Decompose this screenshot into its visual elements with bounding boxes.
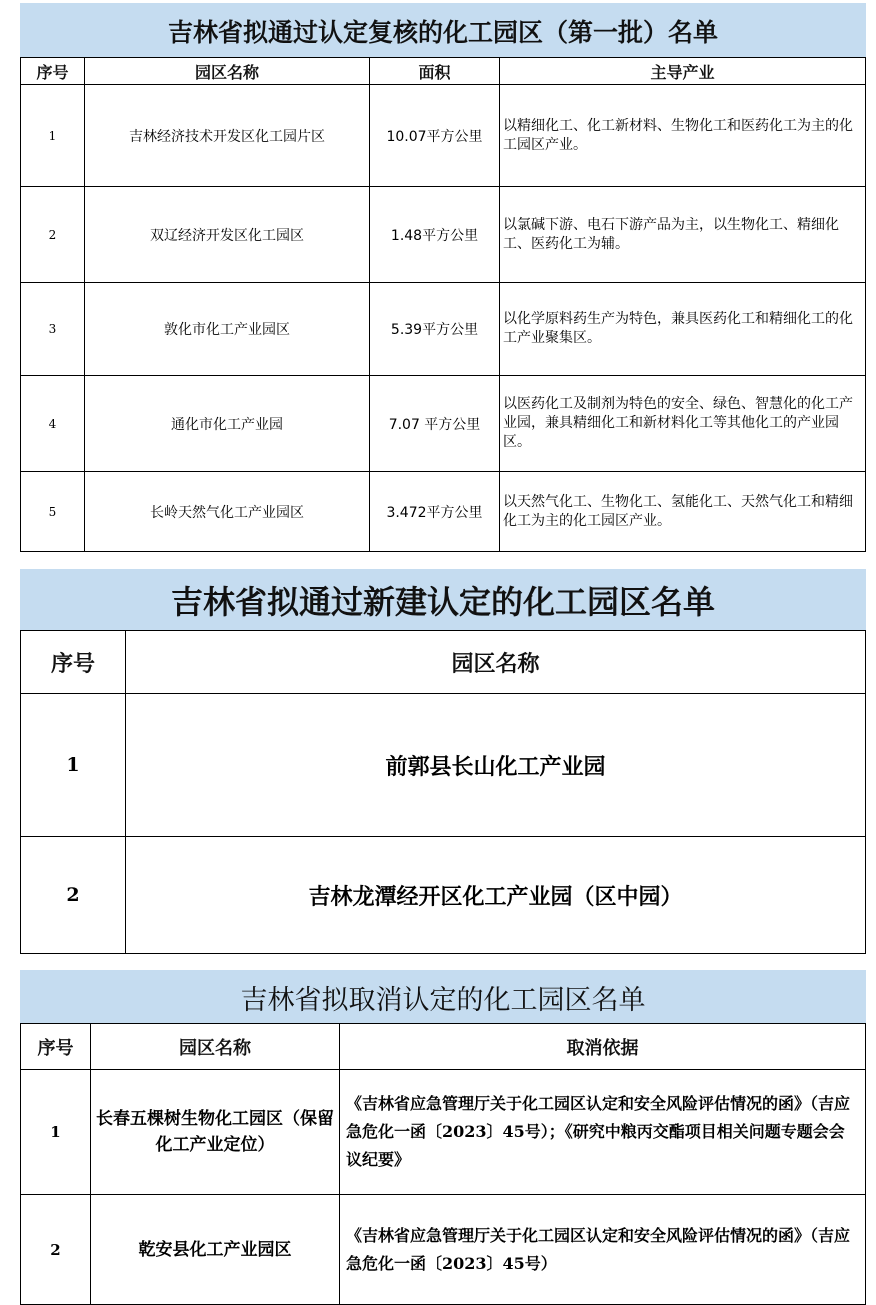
park-name: 通化市化工产业园: [85, 376, 370, 472]
table-row: [21, 694, 866, 837]
row-index: 5: [21, 472, 85, 552]
park-name: 乾安县化工产业园区: [91, 1195, 340, 1305]
row-index: 3: [21, 283, 85, 376]
header-park-name: 园区名称: [85, 58, 370, 85]
header-index: 序号: [21, 1024, 91, 1070]
park-name: 长春五棵树生物化工园区（保留化工产业定位）: [91, 1070, 340, 1195]
header-index: 序号: [21, 58, 85, 85]
park-area: 5.39平方公里: [370, 283, 500, 376]
table-row: [21, 283, 866, 376]
row-index: 4: [21, 376, 85, 472]
new-list-title: 吉林省拟通过新建认定的化工园区名单: [21, 570, 866, 631]
row-index: 2: [21, 837, 126, 954]
park-name: 敦化市化工产业园区: [85, 283, 370, 376]
park-area: 1.48平方公里: [370, 187, 500, 283]
table-row: [21, 1070, 866, 1195]
review-list-title: 吉林省拟通过认定复核的化工园区（第一批）名单: [21, 4, 866, 58]
review-list-table: [20, 3, 866, 552]
table-row: [21, 376, 866, 472]
cancel-list-title: 吉林省拟取消认定的化工园区名单: [21, 971, 866, 1024]
row-index: 1: [21, 1070, 91, 1195]
park-area: 3.472平方公里: [370, 472, 500, 552]
header-cancel-basis: 取消依据: [340, 1024, 866, 1070]
table-row: [21, 85, 866, 187]
header-area: 面积: [370, 58, 500, 85]
park-area: 10.07平方公里: [370, 85, 500, 187]
park-area: 7.07 平方公里: [370, 376, 500, 472]
new-list-table: [20, 569, 866, 954]
row-index: 2: [21, 1195, 91, 1305]
row-index: 2: [21, 187, 85, 283]
park-industry: 以精细化工、化工新材料、生物化工和医药化工为主的化工园区产业。: [500, 85, 866, 187]
table-row: [21, 1195, 866, 1305]
park-name: 长岭天然气化工产业园区: [85, 472, 370, 552]
park-industry: 以医药化工及制剂为特色的安全、绿色、智慧化的化工产业园，兼具精细化工和新材料化工等其他化工的产业园区。: [500, 376, 866, 472]
park-name: 双辽经济开发区化工园区: [85, 187, 370, 283]
table-row: [21, 837, 866, 954]
park-industry: 以化学原料药生产为特色，兼具医药化工和精细化工的化工产业聚集区。: [500, 283, 866, 376]
park-industry: 以天然气化工、生物化工、氢能化工、天然气化工和精细化工为主的化工园区产业。: [500, 472, 866, 552]
header-index: 序号: [21, 631, 126, 694]
row-index: 1: [21, 85, 85, 187]
header-main-industry: 主导产业: [500, 58, 866, 85]
cancel-basis: 《吉林省应急管理厅关于化工园区认定和安全风险评估情况的函》（吉应急危化一函〔2023〕45号）: [340, 1195, 866, 1305]
row-index: 1: [21, 694, 126, 837]
cancel-list-table: [20, 970, 866, 1305]
table-row: [21, 472, 866, 552]
cancel-basis: 《吉林省应急管理厅关于化工园区认定和安全风险评估情况的函》（吉应急危化一函〔2023〕45号）；《研究中粮丙交酯项目相关问题专题会会议纪要》: [340, 1070, 866, 1195]
park-name: 吉林经济技术开发区化工园片区: [85, 85, 370, 187]
park-name: 前郭县长山化工产业园: [126, 694, 866, 837]
park-industry: 以氯碱下游、电石下游产品为主，以生物化工、精细化工、医药化工为辅。: [500, 187, 866, 283]
header-park-name: 园区名称: [126, 631, 866, 694]
header-park-name: 园区名称: [91, 1024, 340, 1070]
park-name: 吉林龙潭经开区化工产业园（区中园）: [126, 837, 866, 954]
table-row: [21, 187, 866, 283]
